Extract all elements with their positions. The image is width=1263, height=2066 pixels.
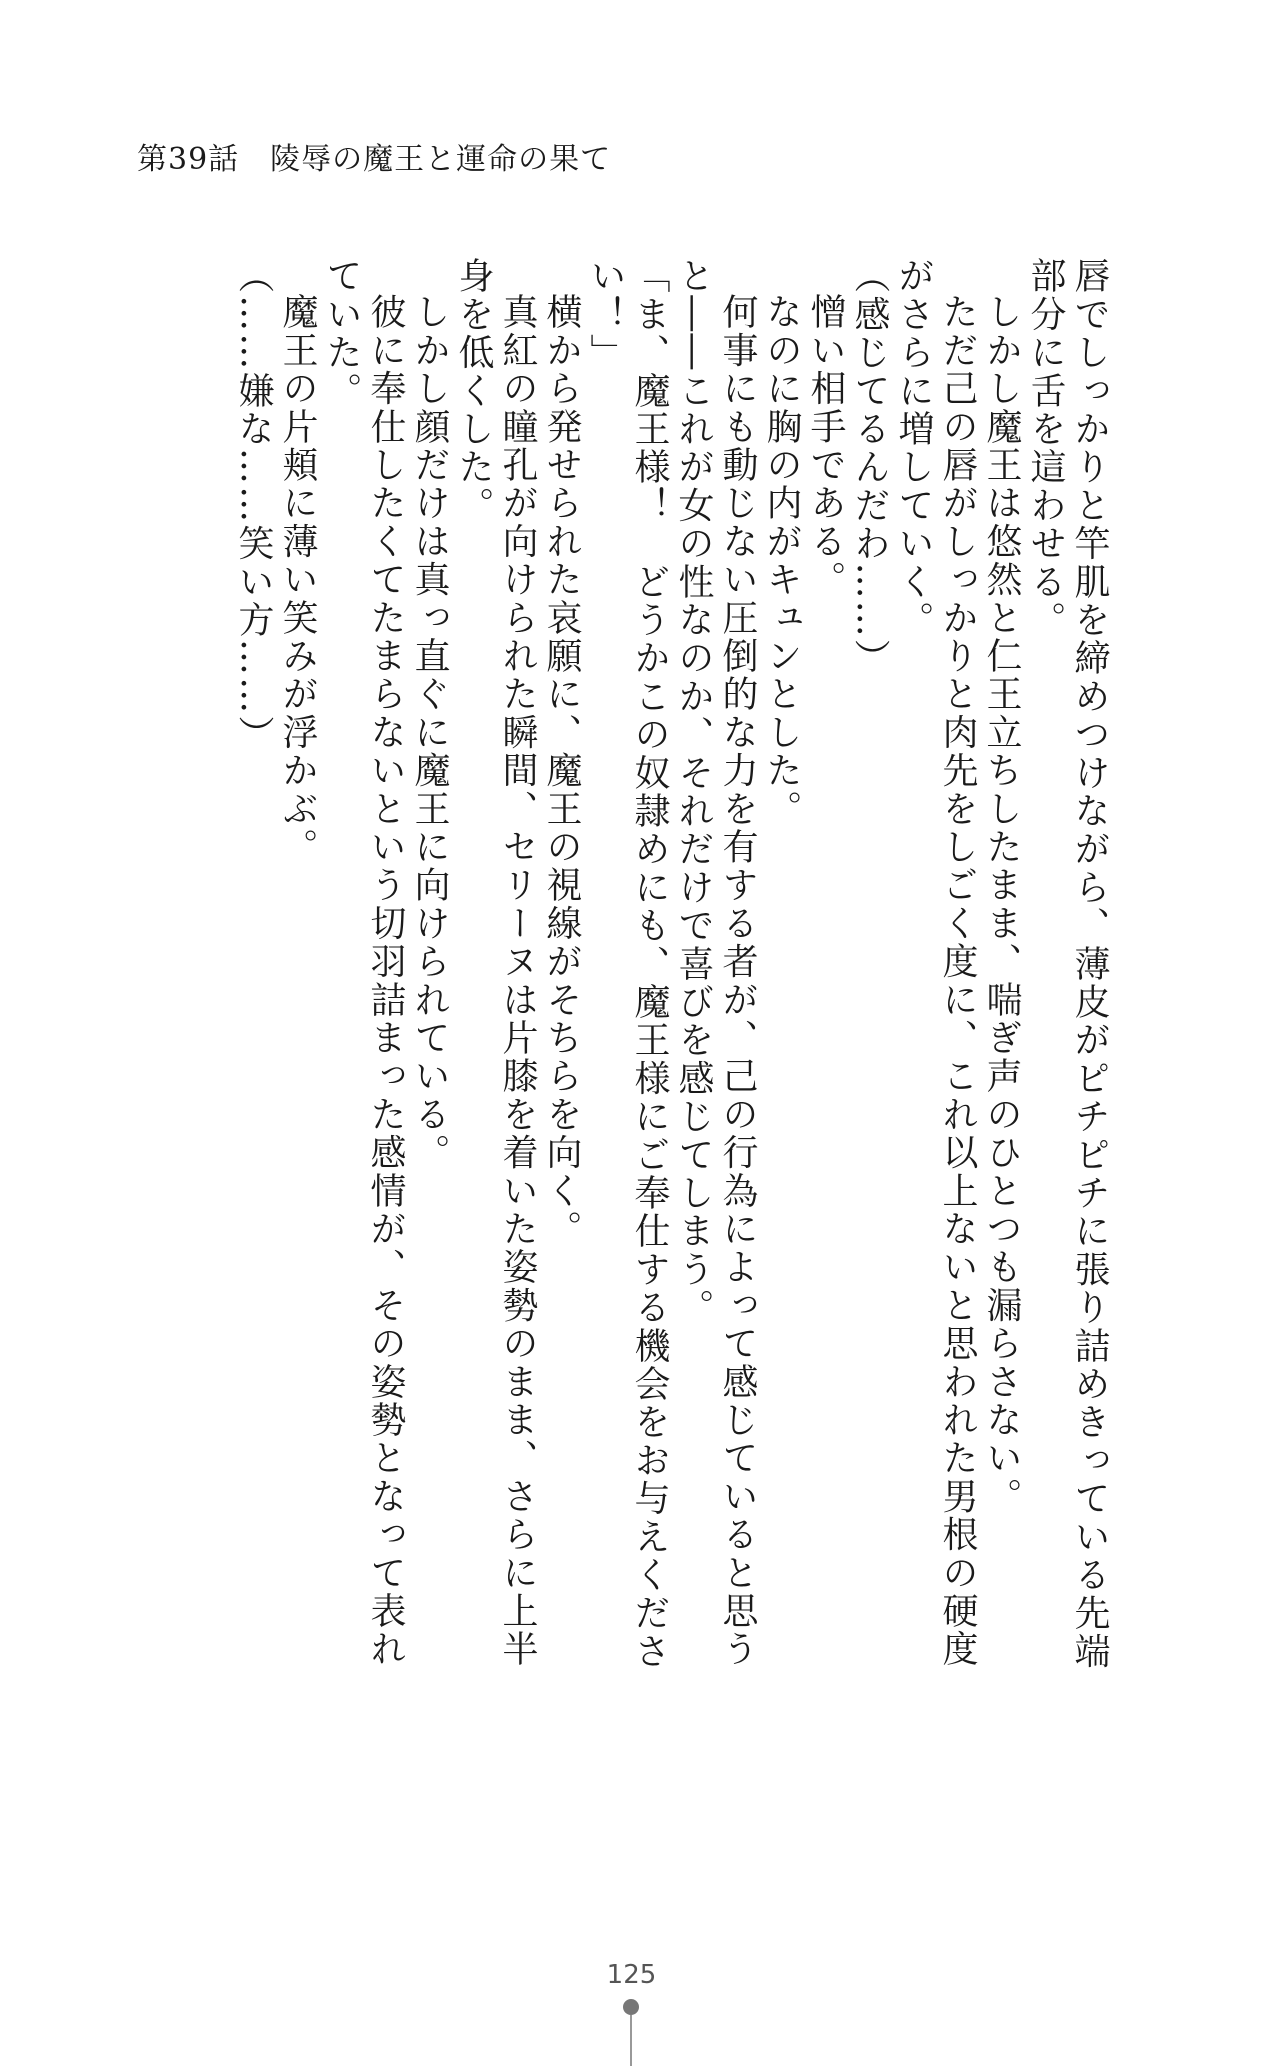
page-marker-line xyxy=(630,2015,632,2066)
paragraph: 唇でしっかりと竿肌を締めつけながら、薄皮がピチピチに張り詰めきっている先端部分に舌を這わせる。 xyxy=(1025,257,1110,1671)
page-number: 125 xyxy=(606,1960,657,1990)
paragraph: なのに胸の内がキュンとした。 xyxy=(761,293,802,828)
paragraph: 「ま、魔王様！ どうかこの奴隷めにも、魔王様にご奉仕する機会をお与えください！」 xyxy=(585,257,670,1671)
page-marker-dot xyxy=(623,1999,639,2015)
body-text xyxy=(111,257,1111,1687)
paragraph: （……嫌な……笑い方……） xyxy=(233,257,274,754)
paragraph: 魔王の片頬に薄い笑みが浮かぶ。 xyxy=(277,293,318,866)
paragraph: 彼に奉仕したくてたまらないという切羽詰まった感情が、その姿勢となって表れていた。 xyxy=(321,257,406,1669)
paragraph: 憎い相手である。 xyxy=(805,293,846,599)
chapter-title: 第39話 陵辱の魔王と運命の果て xyxy=(137,142,612,177)
paragraph: 横から発せられた哀願に、魔王の視線がそちらを向く。 xyxy=(541,293,582,1248)
paragraph: （感じてるんだわ……） xyxy=(849,257,890,678)
paragraph: 何事にも動じない圧倒的な力を有する者が、己の行為によって感じていると思うと――これが女の性なのか、それだけで喜びを感じてしまう。 xyxy=(673,257,758,1669)
paragraph: ただ己の唇がしっかりと肉先をしごく度に、これ以上ないと思われた男根の硬度がさらに増していく。 xyxy=(893,257,978,1669)
paragraph: しかし顔だけは真っ直ぐに魔王に向けられている。 xyxy=(409,293,450,1172)
paragraph: しかし魔王は悠然と仁王立ちしたまま、喘ぎ声のひとつも漏らさない。 xyxy=(981,293,1022,1516)
paragraph: 真紅の瞳孔が向けられた瞬間、セリーヌは片膝を着いた姿勢のまま、さらに上半身を低くした。 xyxy=(453,257,538,1669)
